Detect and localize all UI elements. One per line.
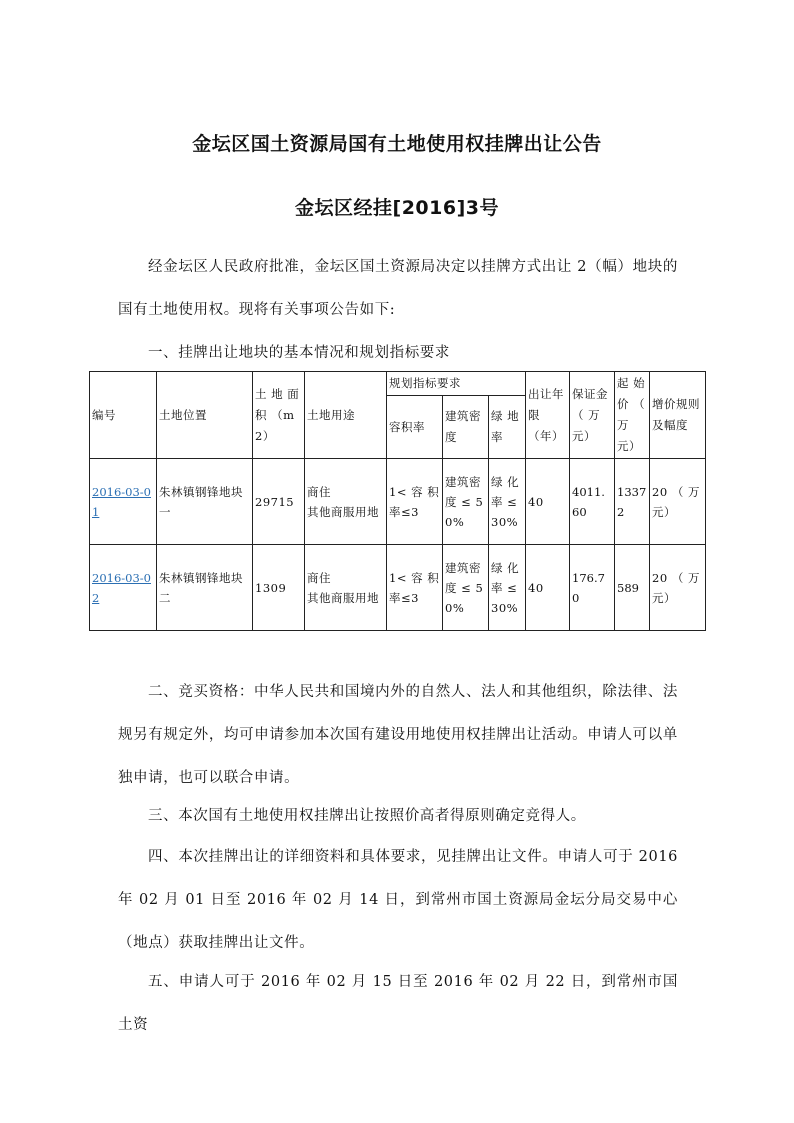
section4-paragraph: 四、本次挂牌出让的详细资料和具体要求，见挂牌出让文件。申请人可于 2016 年 02 月 01 日至 2016 年 02 月 14 日，到常州市国土资源局金坛分局交易中心（地点）获取挂牌出让文件。 bbox=[118, 849, 678, 951]
cell-start-price: 13372 bbox=[615, 459, 650, 545]
header-planning-group: 规划指标要求 bbox=[387, 372, 526, 396]
cell-density: 建筑密度 ≤ 50% bbox=[443, 459, 489, 545]
header-id: 编号 bbox=[90, 372, 157, 459]
cell-deposit: 4011.60 bbox=[570, 459, 615, 545]
cell-deposit: 176.70 bbox=[570, 545, 615, 631]
cell-location: 朱林镇钢锋地块二 bbox=[157, 545, 253, 631]
header-green: 绿 地 率 bbox=[489, 396, 526, 459]
cell-term: 40 bbox=[526, 545, 570, 631]
parcel-id-link[interactable]: 2016-03-02 bbox=[92, 570, 151, 605]
land-parcel-table bbox=[89, 371, 706, 631]
header-location: 土地位置 bbox=[157, 372, 253, 459]
header-deposit: 保证金（ 万 元） bbox=[570, 372, 615, 459]
header-far: 容积率 bbox=[387, 396, 443, 459]
cell-start-price: 589 bbox=[615, 545, 650, 631]
cell-term: 40 bbox=[526, 459, 570, 545]
table-row bbox=[90, 459, 706, 545]
header-area: 土 地 面 积 （m2） bbox=[253, 372, 305, 459]
header-increment: 增价规则及幅度 bbox=[650, 372, 706, 459]
section2-paragraph: 二、竞买资格：中华人民共和国境内外的自然人、法人和其他组织，除法律、法规另有规定外，均可申请参加本次国有建设用地使用权挂牌出让活动。申请人可以单独申请，也可以联合申请。 bbox=[118, 684, 678, 786]
header-density: 建筑密度 bbox=[443, 396, 489, 459]
cell-area: 1309 bbox=[253, 545, 305, 631]
parcel-id-link[interactable]: 2016-03-01 bbox=[92, 484, 151, 519]
header-use: 土地用途 bbox=[305, 372, 387, 459]
cell-far: 1< 容 积 率≤3 bbox=[387, 459, 443, 545]
section5-paragraph: 五、申请人可于 2016 年 02 月 15 日至 2016 年 02 月 22 日，到常州市国土资 bbox=[118, 974, 678, 1033]
cell-green: 绿 化 率 ≤ 30% bbox=[489, 545, 526, 631]
cell-density: 建筑密度 ≤ 50% bbox=[443, 545, 489, 631]
cell-far: 1< 容 积 率≤3 bbox=[387, 545, 443, 631]
cell-green: 绿 化 率 ≤ 30% bbox=[489, 459, 526, 545]
header-term: 出让年限（年） bbox=[526, 372, 570, 459]
section1-heading: 一、挂牌出让地块的基本情况和规划指标要求 bbox=[148, 345, 450, 361]
section3-paragraph: 三、本次国有土地使用权挂牌出让按照价高者得原则确定竞得人。 bbox=[148, 808, 586, 824]
cell-increment: 20 （ 万 元） bbox=[650, 545, 706, 631]
notice-title: 金坛区国土资源局国有土地使用权挂牌出让公告 bbox=[192, 133, 602, 155]
header-start-price: 起 始 价 （ 万 元） bbox=[615, 372, 650, 459]
cell-use: 商住 其他商服用地 bbox=[305, 545, 387, 631]
document-number: 金坛区经挂[2016]3号 bbox=[295, 197, 499, 219]
intro-paragraph: 经金坛区人民政府批准，金坛区国土资源局决定以挂牌方式出让 2（幅）地块的国有土地使用权。现将有关事项公告如下: bbox=[118, 259, 678, 318]
cell-location: 朱林镇钢锋地块一 bbox=[157, 459, 253, 545]
cell-increment: 20 （ 万 元） bbox=[650, 459, 706, 545]
table-row bbox=[90, 545, 706, 631]
cell-use: 商住 其他商服用地 bbox=[305, 459, 387, 545]
cell-area: 29715 bbox=[253, 459, 305, 545]
